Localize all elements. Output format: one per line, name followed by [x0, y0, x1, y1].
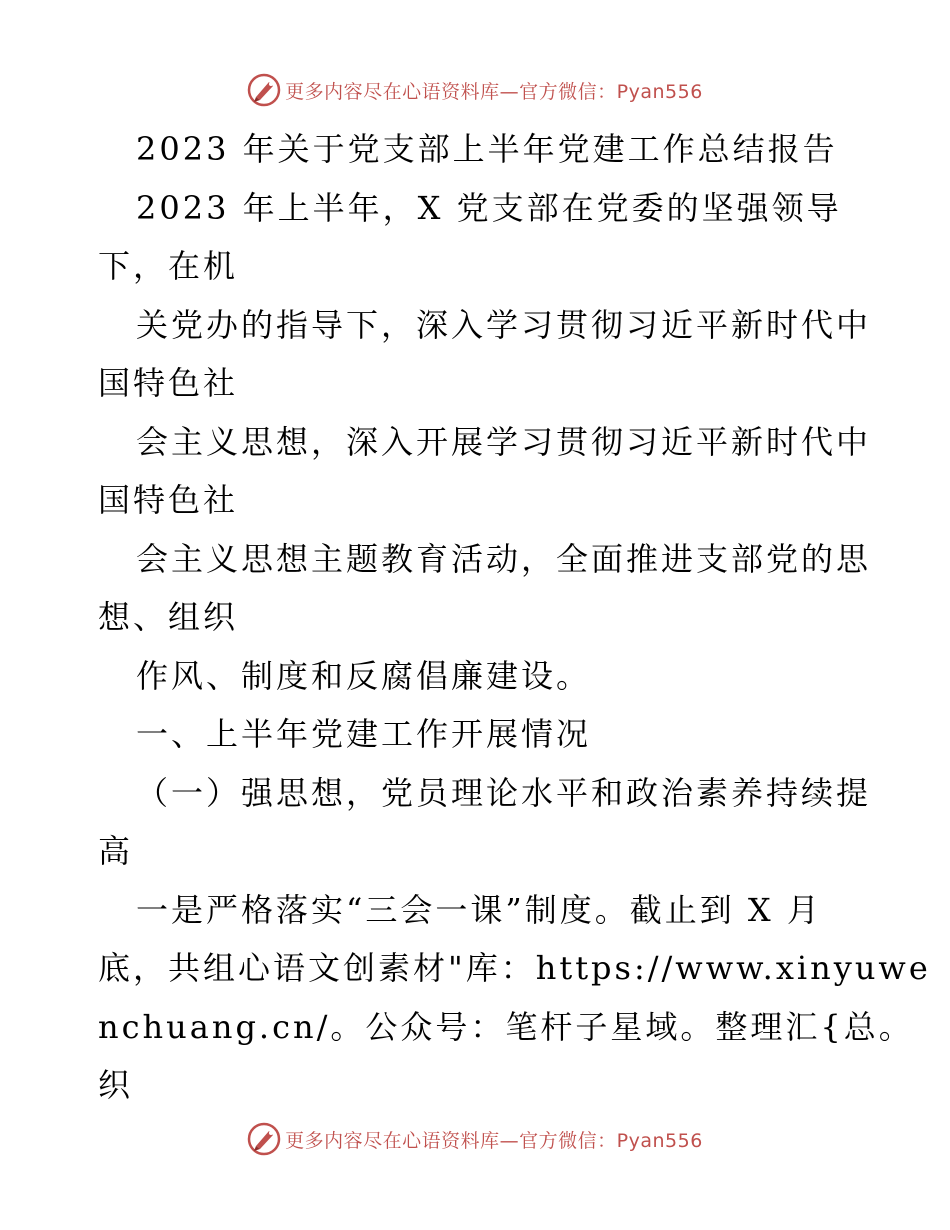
- text-line: 关党办的指导下，深入学习贯彻习近平新时代中: [136, 305, 872, 344]
- banner-text: 更多内容尽在心语资料库—官方微信：Pyan556: [285, 1129, 703, 1152]
- text-line: 2023 年上半年，X 党支部在党委的坚强领导: [136, 188, 842, 227]
- banner-text: 更多内容尽在心语资料库—官方微信：Pyan556: [285, 80, 703, 103]
- text-line: 织: [98, 1066, 134, 1104]
- text-line: 一、上半年党建工作开展情况: [136, 715, 592, 753]
- text-line: 会主义思想主题教育活动，全面推进支部党的思: [136, 539, 872, 578]
- text-line: nchuang.cn/。公众号：笔杆子星域。整理汇{总。: [98, 1007, 914, 1046]
- text-line: （一）强思想，党员理论水平和政治素养持续提: [136, 773, 872, 812]
- pen-logo-icon: [247, 1122, 281, 1156]
- text-line: 高: [98, 832, 134, 870]
- text-line: 想、组织: [98, 598, 239, 636]
- footer-banner: [0, 1119, 950, 1159]
- text-line: 国特色社: [98, 481, 239, 519]
- text-line: 会主义思想，深入开展学习贯彻习近平新时代中: [136, 422, 872, 461]
- text-line: 国特色社: [98, 364, 239, 402]
- text-line: 底，共组心语文创素材"库：https://www.xinyuwe: [98, 949, 931, 987]
- text-line: 一是严格落实“三会一课”制度。截止到 X 月: [136, 890, 822, 929]
- pen-logo-icon: [247, 73, 281, 107]
- text-line: 2023 年关于党支部上半年党建工作总结报告: [136, 130, 838, 168]
- text-line: 作风、制度和反腐倡廉建设。: [136, 656, 592, 695]
- text-line: 下，在机: [98, 247, 239, 285]
- header-banner: [0, 70, 950, 110]
